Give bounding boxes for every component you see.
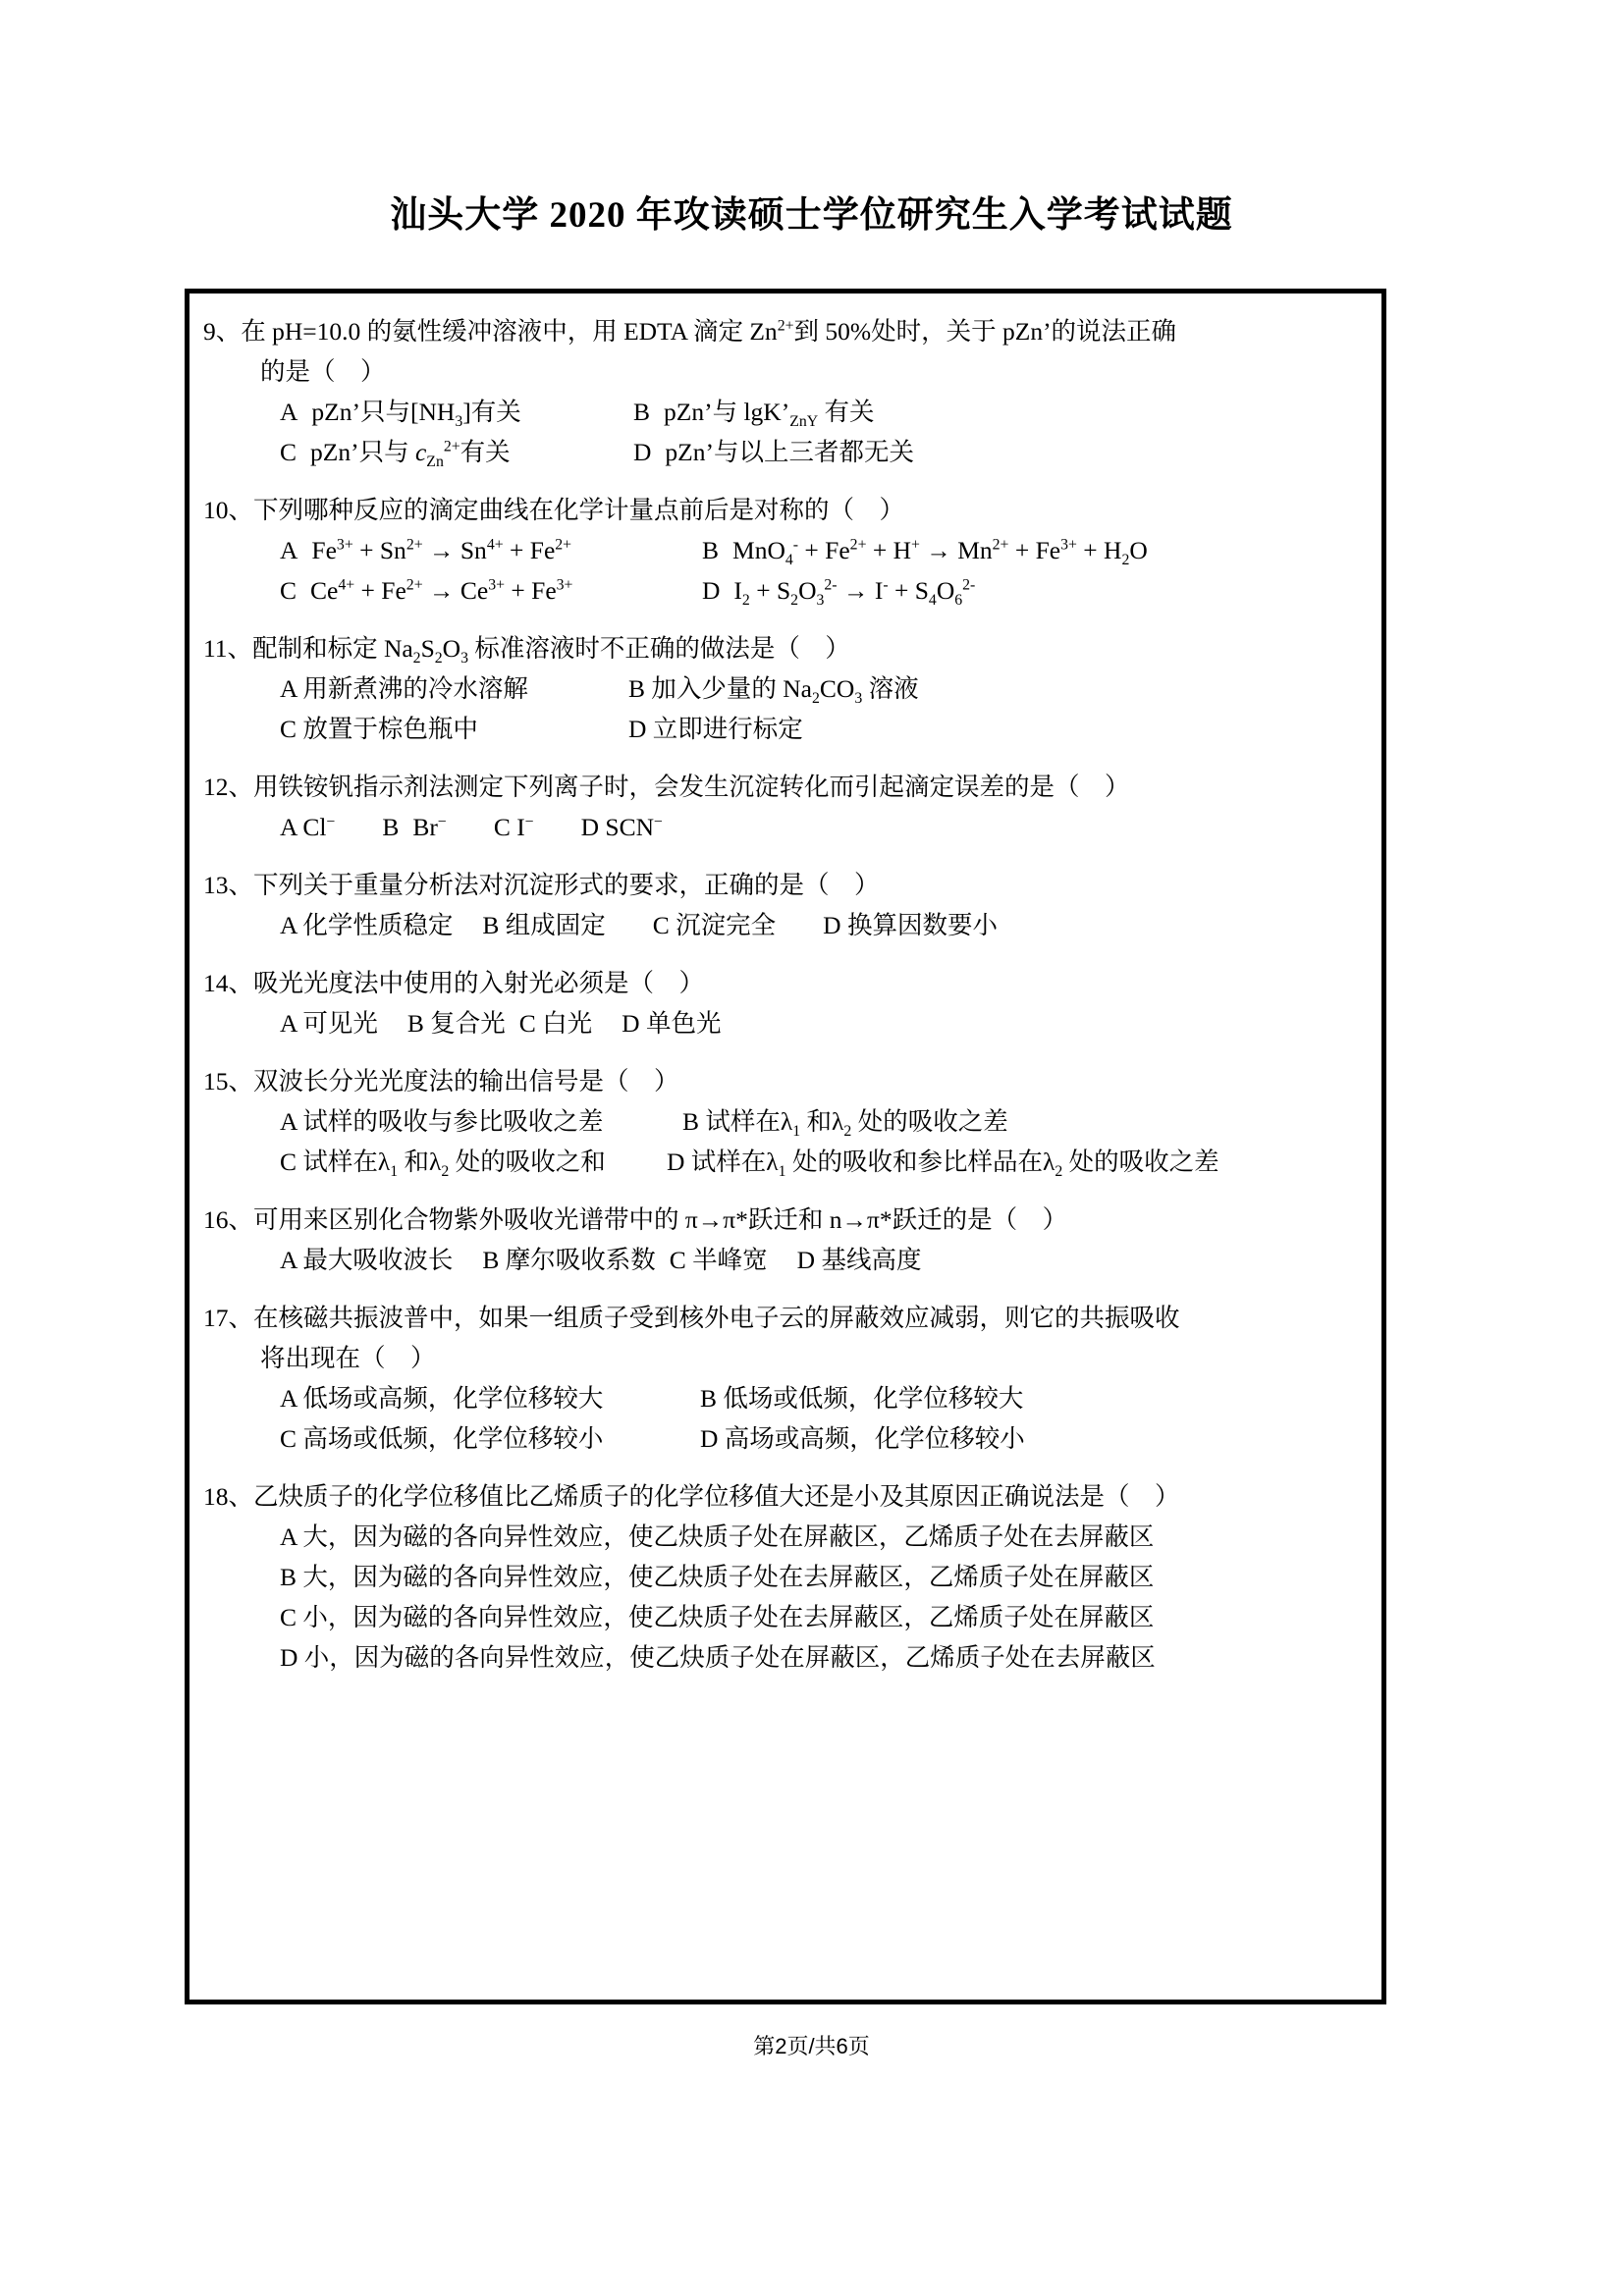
question-stem-14: 14、吸光光度法中使用的入射光必须是（ ） [203,969,705,997]
question-stem-10: 10、下列哪种反应的滴定曲线在化学计量点前后是对称的（ ） [203,496,905,524]
option-10-A[interactable]: A $Fe^{3+} + Sn^{2+} \to Sn^{4+} + Fe^{2+}$ [280,536,572,564]
question-block-16 [203,1200,1368,1280]
question-block-14 [203,963,1368,1043]
question-stem-17: 17、在核磁共振波普中，如果一组质子受到核外电子云的屏蔽效应减弱，则它的共振吸收 [203,1304,1180,1332]
option-12-C[interactable]: C I− [493,813,534,841]
option-15-D[interactable]: D 试样在$\lambda_1$ 处的吸收和参比样品在$\lambda_2$ 处的吸收之差 [667,1148,1219,1181]
option-row-9-cd [203,432,1368,472]
option-row-14 [203,1003,1368,1043]
question-number-12: 12、 [203,773,254,801]
option-13-C[interactable]: C 沉淀完全 [652,911,777,939]
question-number-13: 13、 [203,871,254,899]
option-row-10-ab [203,530,1368,570]
question-number-18: 18、 [203,1482,254,1511]
option-9-D[interactable]: D pZn’与以上三者都无关 [633,438,914,466]
option-14-B[interactable]: B 复合光 [406,1009,506,1038]
question-stem-11: 11、配制和标定 $Na_2S_2O_3$ 标准溶液时不正确的做法是（ ） [203,634,850,667]
option-9-A[interactable]: A pZn’只与$[NH_3]$有关 [280,398,521,431]
question-number-15: 15、 [203,1067,254,1095]
option-13-A[interactable]: A 化学性质稳定 [280,911,454,939]
option-row-15-cd [203,1142,1368,1182]
option-17-B[interactable]: B 低场或低频，化学位移较大 [700,1384,1024,1413]
option-17-A[interactable]: A 低场或高频，化学位移较大 [280,1384,604,1413]
option-10-C[interactable]: C $Ce^{4+} + Fe^{2+} \to Ce^{3+} + Fe^{3+}$ [280,576,573,605]
question-number-16: 16、 [203,1205,254,1234]
option-17-C[interactable]: C 高场或低频，化学位移较小 [280,1424,604,1453]
option-15-B[interactable]: B 试样在$\lambda_1$ 和$\lambda_2$ 处的吸收之差 [682,1107,1008,1141]
option-15-C[interactable]: C 试样在$\lambda_1$ 和$\lambda_2$ 处的吸收之和 [280,1148,606,1181]
option-18-C[interactable]: C 小，因为磁的各向异性效应，使乙炔质子处在去屏蔽区，乙烯质子处在屏蔽区 [280,1603,1155,1631]
option-14-C[interactable]: C 白光 [518,1009,593,1038]
option-9-B[interactable]: B pZn’与 $\lg K’_{ZnY}$ 有关 [633,398,875,431]
question-number-9: 9、 [203,317,242,346]
option-12-B[interactable]: B Br− [382,813,447,841]
option-row-17-cd [203,1418,1368,1459]
option-18-A[interactable]: A 大，因为磁的各向异性效应，使乙炔质子处在屏蔽区，乙烯质子处在去屏蔽区 [280,1522,1155,1551]
option-12-D[interactable]: D SCN− [580,813,663,841]
question-stem-15: 15、双波长分光光度法的输出信号是（ ） [203,1067,679,1095]
option-row-17-ab [203,1378,1368,1418]
option-row-18-b [203,1557,1368,1597]
option-10-D[interactable]: D $I_2 + S_2O_3^{2-} \to I^- + S_4O_6^{2-}$ [702,576,976,610]
option-row-11-cd [203,709,1368,749]
option-18-B[interactable]: B 大，因为磁的各向异性效应，使乙炔质子处在去屏蔽区，乙烯质子处在屏蔽区 [280,1563,1155,1591]
option-14-D[interactable]: D 单色光 [622,1009,722,1038]
option-16-A[interactable]: A 最大吸收波长 [280,1246,454,1274]
question-stem-16: 16、可用来区别化合物紫外吸收光谱带中的 π→π*跃迁和 n→π*跃迁的是（ ） [203,1205,1068,1234]
option-13-D[interactable]: D 换算因数要小 [823,911,998,939]
question-stem-17-line2: 将出现在（ ） [260,1344,436,1372]
question-frame [185,289,1386,2004]
option-16-C[interactable]: C 半峰宽 [669,1246,768,1274]
option-row-12 [203,807,1368,847]
question-stem-9: 9、在 pH=10.0 的氨性缓冲溶液中，用 EDTA 滴定 $Zn^{2+}$到 50%处时，关于 pZn’的说法正确 [203,317,1177,346]
question-number-14: 14、 [203,969,254,997]
option-13-B[interactable]: B 组成固定 [482,911,606,939]
option-row-10-cd [203,570,1368,611]
question-stem-9-line2: 的是（ ） [260,357,386,386]
option-row-13 [203,905,1368,945]
option-10-B[interactable]: B $MnO_4^- + Fe^{2+} + H^+ \to Mn^{2+} + Fe^{3+} + H_2O$ [702,536,1148,569]
question-block-13 [203,865,1368,945]
option-11-C[interactable]: C 放置于棕色瓶中 [280,715,478,743]
question-block-18 [203,1476,1368,1678]
question-number-10: 10、 [203,496,254,524]
option-row-16 [203,1240,1368,1280]
option-row-18-d [203,1637,1368,1678]
page-title: 汕头大学 2020 年攻读硕士学位研究生入学考试试题 [390,195,1233,236]
question-block-15 [203,1061,1368,1182]
option-row-18-a [203,1517,1368,1557]
option-16-D[interactable]: D 基线高度 [796,1246,922,1274]
option-11-D[interactable]: D 立即进行标定 [628,715,803,743]
page-footer: 第2页/共6页 [753,2034,870,2058]
question-block-12 [203,767,1368,847]
question-block-9 [203,311,1368,472]
option-row-9-ab [203,392,1368,432]
question-number-17: 17、 [203,1304,254,1332]
option-row-11-ab [203,668,1368,709]
option-row-18-c [203,1597,1368,1637]
option-12-A[interactable]: A Cl− [280,813,336,841]
option-14-A[interactable]: A 可见光 [280,1009,378,1038]
option-15-A[interactable]: A 试样的吸收与参比吸收之差 [280,1107,604,1136]
option-9-C[interactable]: C pZn’只与 $c_{Zn}^{2+}$有关 [280,438,511,471]
option-11-B[interactable]: B 加入少量的 $Na_2CO_3$ 溶液 [628,674,919,708]
option-11-A[interactable]: A 用新煮沸的冷水溶解 [280,674,528,703]
option-row-15-ab [203,1101,1368,1142]
question-block-10 [203,490,1368,611]
question-block-11 [203,628,1368,749]
question-stem-13: 13、下列关于重量分析法对沉淀形式的要求，正确的是（ ） [203,871,880,899]
question-stem-12: 12、用铁铵钒指示剂法测定下列离子时，会发生沉淀转化而引起滴定误差的是（ ） [203,773,1130,801]
question-number-11: 11、 [203,634,253,663]
question-stem-18: 18、乙炔质子的化学位移值比乙烯质子的化学位移值大还是小及其原因正确说法是（ ） [203,1482,1180,1511]
question-block-17 [203,1298,1368,1459]
option-17-D[interactable]: D 高场或高频，化学位移较小 [700,1424,1025,1453]
option-16-B[interactable]: B 摩尔吸收系数 [482,1246,656,1274]
question-frame-inner [189,294,1381,2000]
option-18-D[interactable]: D 小，因为磁的各向异性效应，使乙炔质子处在屏蔽区，乙烯质子处在去屏蔽区 [280,1643,1156,1672]
